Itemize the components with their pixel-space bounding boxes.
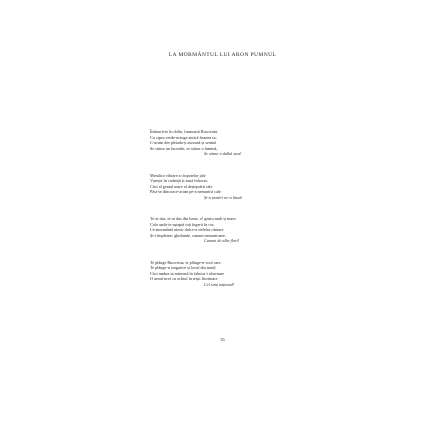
stanza-1 <box>150 129 310 157</box>
poem-line: Ce-mormântă nimic dulce-a stelelor cântare <box>150 227 224 232</box>
poem-refrain: Și-n urmă-i ne-a lăsat! <box>204 194 243 200</box>
poem-line: Păși-se dincoace-acum pe-a nemuririi cale <box>150 189 221 194</box>
poem-line: Căci umbra ta mărează în falnica-i zbucnare <box>150 270 224 276</box>
poem-line: Se stinse un luceafăr, se stinse o lumină, <box>150 145 218 151</box>
poem-line: C-acum din pleiada-ți auroasă și senină <box>150 140 216 145</box>
poem-line: Cu cipru verde-ncinge antică fruntea ta; <box>150 134 217 140</box>
poem-line: O urmă-ncet cu ochiul în triști lăcrimare <box>150 276 218 281</box>
poem-line: Colo unde te-așteptă toți îngerii în cor, <box>150 221 215 227</box>
stanza-3 <box>150 216 310 244</box>
page-number: 35 <box>220 337 225 342</box>
poem-line: Te plânge Bucovina, te plânge-n voce tare, <box>150 259 222 265</box>
stanza-4 <box>150 260 310 288</box>
poem-line: Și-i împletesc ghirlande, cununi nemuritoare, <box>150 232 226 238</box>
poem-body <box>150 129 310 303</box>
poem-refrain: Cel simț național! <box>204 281 235 287</box>
poem-line: Îmbracă-te în doliu, frumoasă Bucovină, <box>150 129 218 134</box>
poem-line: Te-ai dus, te-ai dus din lume, o! geniu mult și mare, <box>150 216 237 221</box>
poem-line: Metalica vibrare a clopotelor jale <box>150 172 206 178</box>
poem-line: Căci al geniul mare al deșteptării tale <box>150 183 213 189</box>
poem-line: Vuiește în cadență și sună înfiorat; <box>150 178 208 183</box>
poem-line: Te plânge-n singurice și locul tău natal; <box>150 265 216 270</box>
poem-refrain: Cununi de albe flori! <box>204 238 240 243</box>
stanza-2 <box>150 173 310 201</box>
poem-refrain: Se stinse o dalbă stea! <box>204 151 242 156</box>
poem-title: LA MORMÂNTUL LUI ARON PUMNUL <box>168 52 277 58</box>
